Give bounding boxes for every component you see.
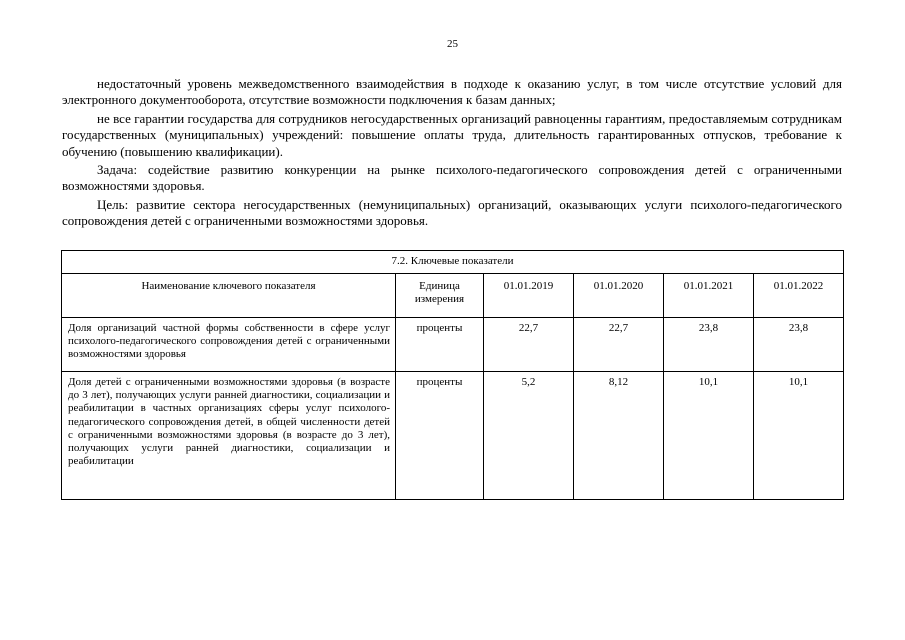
row-value-2022: 10,1 — [754, 372, 844, 500]
table-row — [62, 318, 844, 372]
row-value-2022: 23,8 — [754, 318, 844, 372]
row-value-2020: 22,7 — [574, 318, 664, 372]
row-value-2021: 23,8 — [664, 318, 754, 372]
table-caption-row — [62, 251, 844, 274]
header-indicator-name: Наименование ключевого показателя — [62, 274, 396, 318]
paragraph-guarantees: не все гарантии государства для сотрудников негосударственных организаций равноценны гарантиям, предоставляемым сотрудникам государственных (муниципальных) учреждений: повышение оплаты труда, длительность гарантированных отпусков, требование к обучению (повышению квалификации). — [62, 110, 842, 159]
table-header-row — [62, 274, 844, 318]
row-value-2019: 22,7 — [484, 318, 574, 372]
table-caption: 7.2. Ключевые показатели — [62, 251, 844, 274]
header-date-2019: 01.01.2019 — [484, 274, 574, 318]
paragraph-interagency: недостаточный уровень межведомственного взаимодействия в подходе к оказанию услуг, в том числе отсутствие условий для электронного документооборота, отсутствие возможности подключения к базам данных; — [62, 76, 842, 108]
paragraph-task: Задача: содействие развитию конкуренции на рынке психолого-педагогического сопровождения детей с ограниченными возможностями здоровья. — [62, 162, 842, 194]
row-unit: проценты — [396, 372, 484, 500]
row-unit: проценты — [396, 318, 484, 372]
header-unit: Единица измерения — [396, 274, 484, 318]
row-value-2019: 5,2 — [484, 372, 574, 500]
paragraph-goal: Цель: развитие сектора негосударственных (немуниципальных) организаций, оказывающих услуги психолого-педагогического сопровождения детей с ограниченными возможностями здоровья. — [62, 196, 842, 229]
row-indicator-name: Доля детей с ограниченными возможностями здоровья (в возрасте до 3 лет), получающих услуги ранней диагностики, социализации и реабилитации в частных организациях сферы услуг психолого-педагогического сопровождения детей, в общей численности детей с ограниченными возможностями здоровья (в возрасте до 3 лет), получающих услуги ранней диагностики, социализации и реабилитации — [62, 372, 396, 500]
row-value-2020: 8,12 — [574, 372, 664, 500]
row-value-2021: 10,1 — [664, 372, 754, 500]
header-date-2021: 01.01.2021 — [664, 274, 754, 318]
page-number: 25 — [447, 38, 458, 50]
table-row — [62, 372, 844, 500]
header-date-2020: 01.01.2020 — [574, 274, 664, 318]
body-text — [62, 76, 842, 232]
row-indicator-name: Доля организаций частной формы собственности в сфере услуг психолого-педагогического сопровождения детей с ограниченными возможностями здоровья — [62, 318, 396, 372]
key-indicators-table — [61, 250, 844, 500]
header-date-2022: 01.01.2022 — [754, 274, 844, 318]
